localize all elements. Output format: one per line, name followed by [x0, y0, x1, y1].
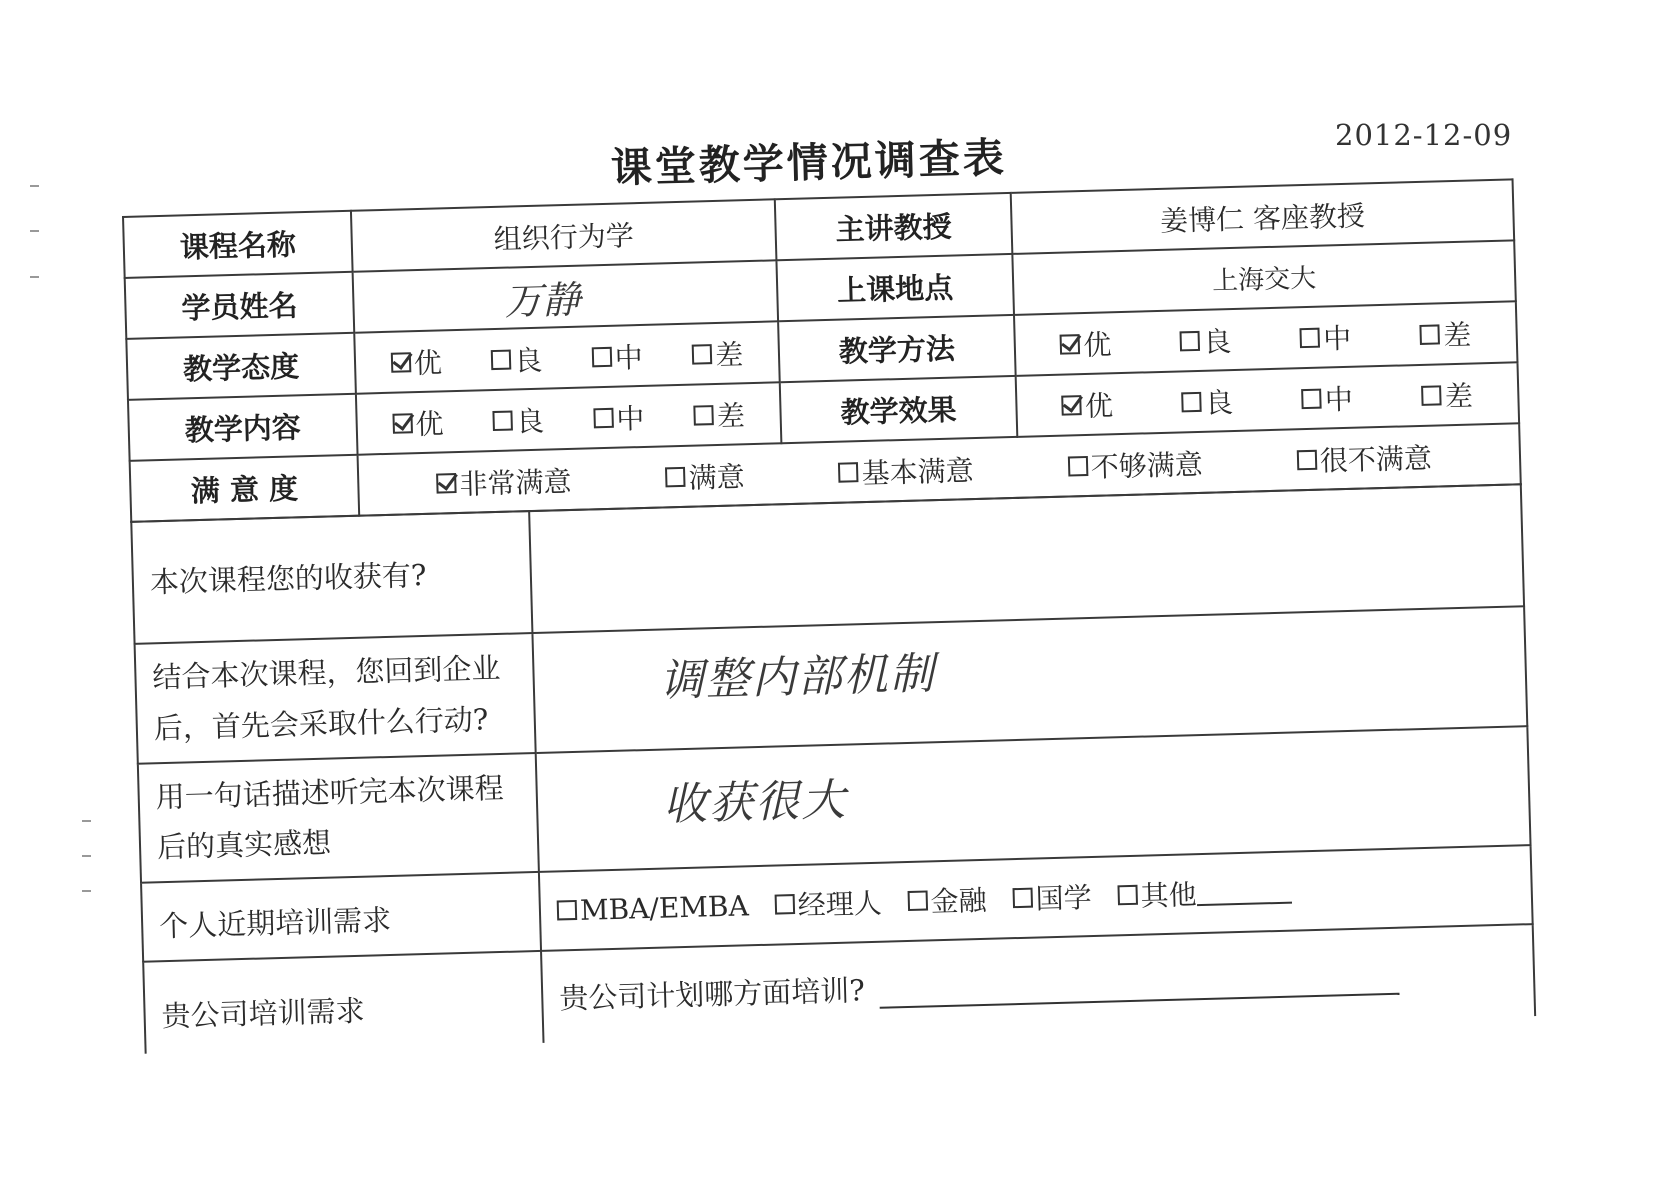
checkbox-icon — [1117, 885, 1138, 906]
checkbox-icon — [557, 900, 578, 921]
option-label: 良 — [1202, 324, 1232, 359]
method-option-good[interactable] — [1180, 320, 1232, 361]
option-label: 金融 — [930, 884, 988, 919]
checkbox-checked-icon — [392, 413, 413, 434]
content-option-excellent[interactable] — [392, 402, 444, 443]
satisfaction-option-satisfied[interactable] — [665, 455, 745, 497]
option-label: 基本满意 — [861, 453, 975, 490]
content-option-poor[interactable] — [693, 394, 745, 435]
method-option-excellent[interactable] — [1060, 323, 1112, 364]
student-name-handwriting[interactable]: 万静 — [353, 260, 778, 332]
option-label: 中 — [615, 401, 645, 436]
gains-label: 本次课程您的收获有? — [131, 511, 532, 644]
checkbox-checked-icon — [391, 352, 412, 373]
action-answer-handwriting[interactable]: 调整内部机制 — [532, 606, 1527, 752]
scan-mark — [82, 820, 91, 822]
checkbox-icon — [907, 891, 928, 912]
checkbox-icon — [838, 462, 859, 483]
checkbox-icon — [1300, 327, 1321, 348]
checkbox-icon — [692, 344, 713, 365]
content-options-cell — [356, 382, 781, 454]
option-label: 很不满意 — [1319, 441, 1433, 478]
checkbox-icon — [1012, 888, 1033, 909]
attitude-label: 教学态度 — [126, 333, 356, 400]
content-option-average[interactable] — [593, 396, 645, 437]
option-label: 优 — [413, 345, 443, 380]
checkbox-icon — [593, 407, 614, 428]
scan-mark — [82, 890, 91, 892]
checkbox-icon — [1420, 324, 1441, 345]
option-label: 满意 — [688, 459, 745, 495]
course-name-value[interactable]: 组织行为学 — [351, 199, 776, 271]
checkbox-icon — [694, 405, 715, 426]
option-label: 优 — [1082, 327, 1112, 362]
training-option-finance[interactable] — [907, 879, 987, 921]
satisfaction-option-not-enough[interactable] — [1067, 442, 1203, 486]
training-option-other[interactable] — [1117, 871, 1292, 916]
checkbox-checked-icon — [1060, 334, 1081, 355]
option-label: 中 — [614, 340, 644, 375]
option-label: 经理人 — [797, 887, 883, 923]
checkbox-icon — [665, 466, 686, 487]
action-label-line2: 后，首先会采取什么行动? — [153, 702, 489, 746]
checkbox-icon — [1302, 388, 1323, 409]
content-label: 教学内容 — [128, 394, 358, 461]
survey-form — [122, 178, 1534, 1053]
scan-mark — [30, 185, 39, 187]
option-label: 国学 — [1035, 881, 1093, 916]
location-label: 上课地点 — [776, 254, 1014, 321]
effect-option-good[interactable] — [1181, 381, 1233, 422]
option-label: MBA/EMBA — [579, 889, 750, 927]
satisfaction-option-very-satisfied[interactable] — [436, 459, 572, 503]
training-option-manager[interactable] — [774, 882, 882, 925]
other-fill-blank[interactable] — [1196, 878, 1292, 907]
scan-mark — [82, 855, 91, 857]
lecturer-value[interactable]: 姜博仁 客座教授 — [1011, 179, 1514, 254]
feeling-label-line2: 后的真实感想 — [156, 825, 332, 865]
attitude-option-poor[interactable] — [692, 333, 744, 374]
method-label: 教学方法 — [778, 315, 1016, 382]
option-label: 差 — [716, 398, 746, 433]
training-option-sinology[interactable] — [1012, 876, 1092, 918]
effect-option-excellent[interactable] — [1061, 384, 1113, 425]
course-name-label: 课程名称 — [123, 211, 353, 278]
option-label: 非常满意 — [459, 464, 572, 501]
attitude-option-excellent[interactable] — [390, 341, 442, 382]
survey-questions-table — [130, 483, 1536, 1053]
scan-mark — [30, 230, 39, 232]
option-label: 优 — [415, 406, 444, 441]
satisfaction-option-very-unsatisfied[interactable] — [1296, 436, 1432, 480]
method-option-average[interactable] — [1300, 316, 1352, 357]
satisfaction-label: 满 意 度 — [130, 455, 360, 522]
checkbox-checked-icon — [436, 473, 457, 494]
scan-mark — [30, 276, 39, 278]
option-label: 差 — [714, 337, 744, 372]
option-label: 中 — [1322, 321, 1352, 356]
checkbox-icon — [1067, 455, 1088, 476]
survey-date: 2012-12-09 — [1335, 118, 1513, 152]
method-option-poor[interactable] — [1420, 313, 1472, 354]
form-title: 课堂教学情况调查表 — [610, 133, 1008, 192]
effect-label: 教学效果 — [780, 376, 1018, 443]
attitude-option-good[interactable] — [491, 338, 543, 379]
option-label: 差 — [1442, 318, 1472, 352]
option-label: 良 — [513, 343, 543, 377]
lecturer-label: 主讲教授 — [775, 193, 1013, 260]
training-option-mba[interactable] — [557, 889, 750, 927]
training-need-label: 个人近期培训需求 — [141, 872, 541, 961]
checkbox-checked-icon — [1062, 395, 1083, 416]
option-label: 不够满意 — [1090, 447, 1204, 484]
effect-option-average[interactable] — [1301, 377, 1353, 418]
location-value[interactable]: 上海交大 — [1012, 240, 1515, 315]
effect-option-poor[interactable] — [1421, 374, 1473, 415]
student-name-label: 学员姓名 — [125, 272, 355, 339]
action-label — [135, 633, 536, 763]
checkbox-icon — [491, 349, 512, 370]
checkbox-icon — [1182, 391, 1203, 412]
checkbox-icon — [591, 346, 612, 367]
attitude-options-cell — [354, 321, 779, 393]
attitude-option-average[interactable] — [591, 335, 643, 376]
survey-table — [122, 178, 1522, 523]
feeling-label — [138, 753, 539, 883]
company-plan-question: 贵公司计划哪方面培训? — [558, 972, 866, 1016]
company-plan-fill-line[interactable] — [879, 967, 1400, 1009]
option-label: 中 — [1324, 382, 1354, 417]
option-label: 其他 — [1140, 878, 1198, 914]
checkbox-icon — [1297, 449, 1318, 470]
action-label-line1: 结合本次课程，您回到企业 — [152, 650, 501, 695]
option-label: 良 — [515, 404, 545, 438]
feeling-answer-handwriting[interactable]: 收获很大 — [536, 726, 1531, 872]
option-label: 优 — [1084, 388, 1114, 423]
company-need-label: 贵公司培训需求 — [143, 951, 543, 1054]
checkbox-icon — [1422, 385, 1443, 406]
content-option-good[interactable] — [492, 399, 544, 440]
option-label: 差 — [1444, 379, 1474, 413]
checkbox-icon — [1180, 330, 1201, 351]
checkbox-icon — [774, 894, 795, 915]
option-label: 良 — [1204, 385, 1234, 420]
checkbox-icon — [493, 410, 514, 431]
satisfaction-option-basically-satisfied[interactable] — [838, 449, 974, 493]
feeling-label-line1: 用一句话描述听完本次课程 — [155, 770, 505, 814]
